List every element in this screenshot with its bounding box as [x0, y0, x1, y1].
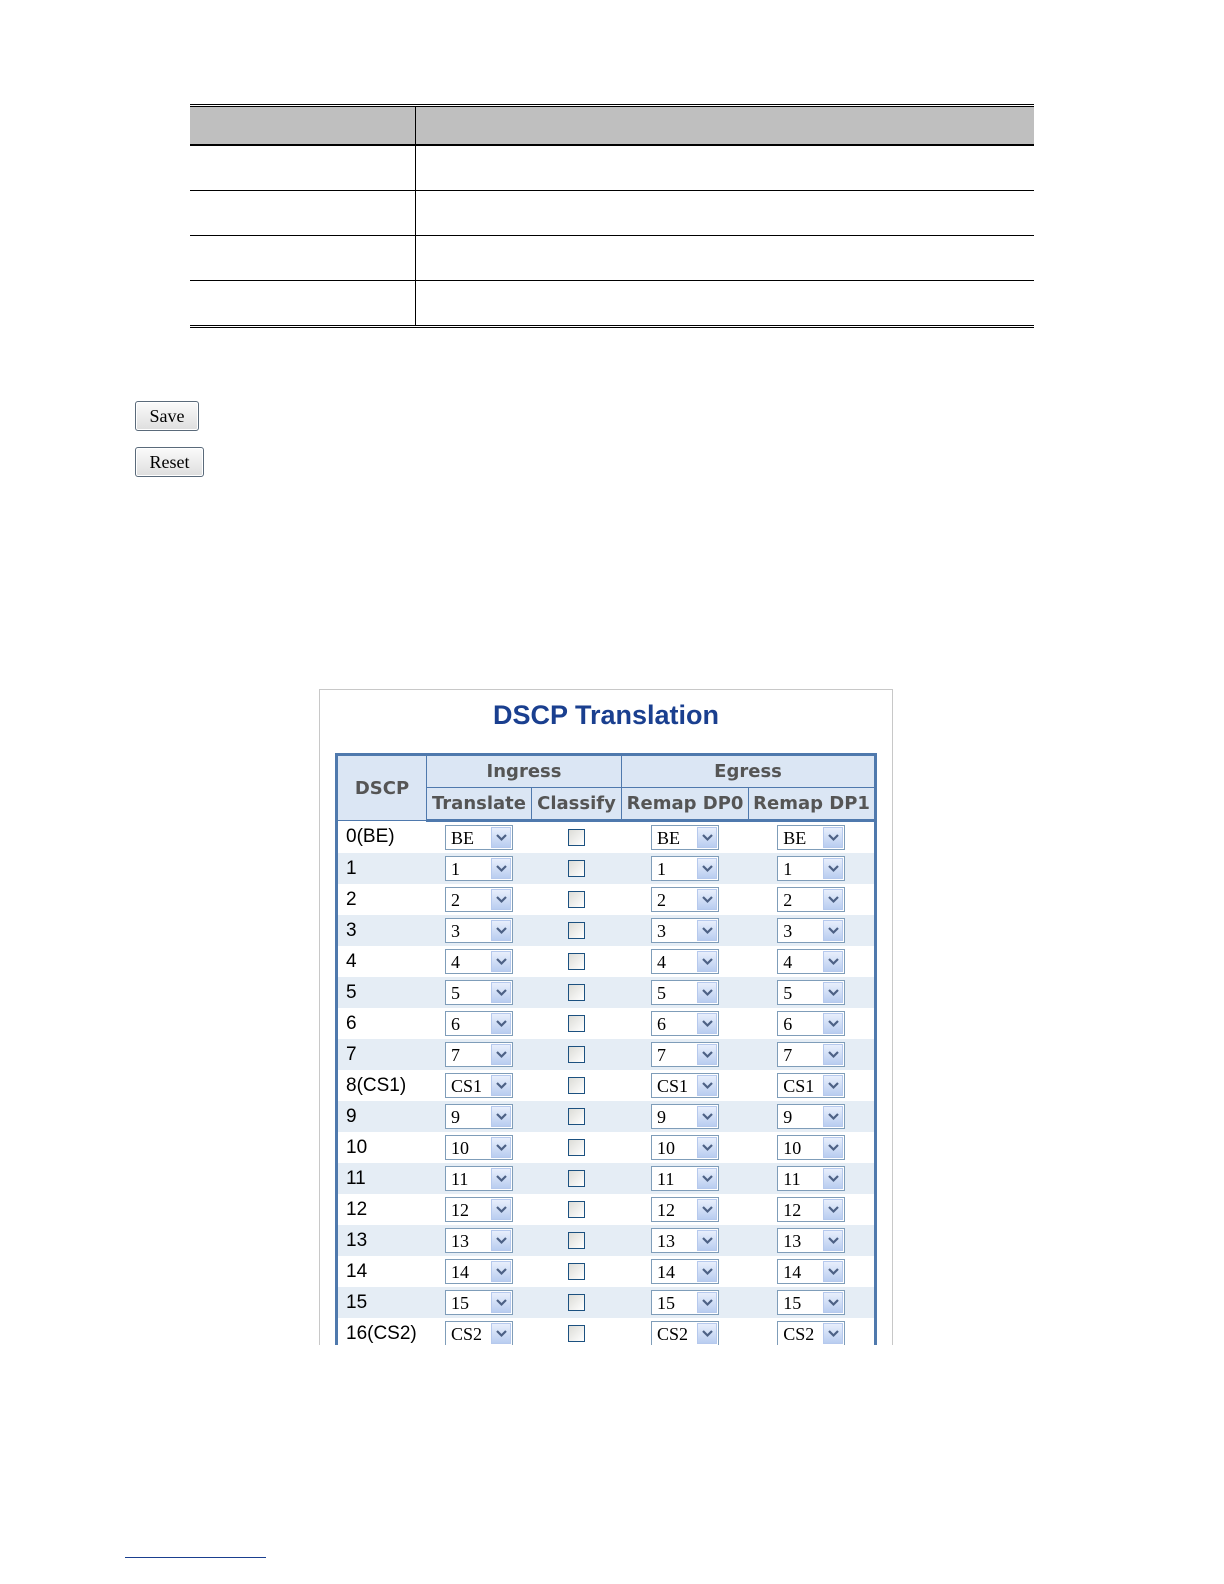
select-value: 4 [657, 952, 667, 972]
select-value: BE [451, 828, 475, 848]
dscp-value: 12 [346, 1198, 368, 1220]
chevron-down-icon[interactable] [697, 1292, 717, 1313]
chevron-down-icon[interactable] [823, 1013, 843, 1034]
translate-select[interactable] [445, 1321, 513, 1345]
select-value: 14 [657, 1262, 676, 1282]
chevron-down-icon[interactable] [697, 1230, 717, 1251]
chevron-down-icon[interactable] [697, 920, 717, 941]
select-value: 7 [657, 1045, 667, 1065]
remap-dp1-select[interactable] [777, 1197, 845, 1222]
table-row [337, 853, 876, 884]
parameter-table-header [190, 106, 1034, 146]
header-remap-dp0: Remap DP0 [622, 788, 749, 821]
chevron-down-icon[interactable] [491, 1323, 511, 1344]
chevron-down-icon[interactable] [491, 1230, 511, 1251]
remap-dp0-select[interactable] [651, 1042, 719, 1067]
dscp-translation-screenshot [319, 689, 893, 1345]
table-row [337, 1194, 876, 1225]
select-value: CS1 [451, 1076, 483, 1096]
select-value: 11 [783, 1169, 801, 1189]
chevron-down-icon[interactable] [823, 889, 843, 910]
chevron-down-icon[interactable] [823, 1168, 843, 1189]
chevron-down-icon[interactable] [823, 1044, 843, 1065]
remap-dp0-select[interactable] [651, 1166, 719, 1191]
dscp-value: 1 [337, 853, 427, 884]
header-dscp: DSCP [337, 755, 427, 821]
select-value: 12 [451, 1200, 469, 1220]
remap-dp1-select[interactable] [777, 1259, 845, 1284]
chevron-down-icon[interactable] [491, 951, 511, 972]
select-value: BE [783, 828, 807, 848]
translate-select[interactable] [445, 856, 513, 881]
translate-select[interactable] [445, 980, 513, 1005]
remap-dp1-select[interactable] [777, 1166, 845, 1191]
remap-dp1-select[interactable] [777, 1104, 845, 1129]
chevron-down-icon[interactable] [491, 1013, 511, 1034]
table-row [337, 977, 876, 1008]
translate-select[interactable] [445, 1228, 513, 1253]
remap-dp1-select[interactable] [777, 887, 845, 912]
select-value: 1 [657, 859, 667, 879]
classify-checkbox[interactable] [568, 953, 585, 970]
select-value: 2 [783, 890, 793, 910]
select-value: 9 [657, 1107, 667, 1127]
select-value: 10 [657, 1138, 676, 1158]
remap-dp0-select[interactable] [651, 918, 719, 943]
table-row [337, 1101, 876, 1132]
translate-select[interactable] [445, 1197, 513, 1222]
remap-dp0-select[interactable] [651, 1197, 719, 1222]
remap-dp0-select[interactable] [651, 1228, 719, 1253]
header-classify: Classify [532, 788, 622, 821]
table-row [337, 1318, 876, 1345]
translate-select[interactable] [445, 918, 513, 943]
chevron-down-icon[interactable] [823, 1292, 843, 1313]
chevron-down-icon[interactable] [697, 1075, 717, 1096]
chevron-down-icon[interactable] [823, 982, 843, 1003]
classify-checkbox[interactable] [568, 1201, 585, 1218]
dscp-value: 8(CS1) [346, 1074, 407, 1096]
chevron-down-icon[interactable] [823, 920, 843, 941]
parameter-row [190, 236, 1034, 281]
translate-select[interactable] [445, 949, 513, 974]
translate-select[interactable] [445, 1042, 513, 1067]
dscp-value: 3 [337, 915, 427, 946]
translate-select[interactable] [445, 825, 513, 850]
chevron-down-icon[interactable] [491, 889, 511, 910]
chevron-down-icon[interactable] [697, 1323, 717, 1344]
table-row [337, 1008, 876, 1039]
chevron-down-icon[interactable] [823, 1075, 843, 1096]
select-value: 4 [783, 952, 793, 972]
chevron-down-icon[interactable] [491, 858, 511, 879]
dscp-value: 10 [346, 1136, 368, 1158]
classify-checkbox[interactable] [568, 1108, 585, 1125]
classify-checkbox[interactable] [568, 829, 585, 846]
remap-dp0-select[interactable] [651, 949, 719, 974]
remap-dp0-select[interactable] [651, 1135, 719, 1160]
table-row [337, 1225, 876, 1256]
select-value: 6 [783, 1014, 793, 1034]
parameter-row [190, 281, 1034, 327]
header-translate: Translate [427, 788, 532, 821]
remap-dp0-select[interactable] [651, 1011, 719, 1036]
remap-dp1-select[interactable] [777, 1228, 845, 1253]
table-row [337, 1287, 876, 1318]
chevron-down-icon[interactable] [697, 982, 717, 1003]
chevron-down-icon[interactable] [491, 1137, 511, 1158]
footer-rule [125, 1557, 266, 1558]
select-value: 2 [451, 890, 460, 910]
classify-checkbox[interactable] [568, 1263, 585, 1280]
select-value: 12 [783, 1200, 802, 1220]
dscp-value: 11 [337, 1163, 427, 1194]
classify-checkbox[interactable] [568, 1139, 585, 1156]
select-value: 14 [451, 1262, 469, 1282]
translate-select[interactable] [445, 1135, 513, 1160]
select-value: BE [657, 828, 681, 848]
select-value: 9 [783, 1107, 793, 1127]
chevron-down-icon[interactable] [823, 827, 843, 848]
remap-dp1-select[interactable] [777, 1011, 845, 1036]
chevron-down-icon[interactable] [697, 951, 717, 972]
translate-select[interactable] [445, 887, 513, 912]
translate-select[interactable] [445, 1104, 513, 1129]
table-row [337, 1039, 876, 1070]
select-value: 7 [783, 1045, 793, 1065]
dscp-translation-table [335, 753, 877, 1345]
select-value: 5 [451, 983, 460, 1003]
select-value: 12 [657, 1200, 676, 1220]
dscp-value: 9 [337, 1101, 427, 1132]
remap-dp1-select[interactable] [777, 825, 845, 850]
remap-dp0-select[interactable] [651, 825, 719, 850]
select-value: 14 [783, 1262, 802, 1282]
select-value: 5 [657, 983, 667, 1003]
select-value: 3 [451, 921, 460, 941]
chevron-down-icon[interactable] [491, 920, 511, 941]
select-value: 5 [783, 983, 793, 1003]
parameter-table [190, 104, 1034, 328]
table-row [337, 821, 876, 854]
translate-select[interactable] [445, 1259, 513, 1284]
chevron-down-icon[interactable] [823, 951, 843, 972]
header-egress: Egress [622, 755, 876, 788]
chevron-down-icon[interactable] [491, 1261, 511, 1282]
remap-dp1-select[interactable] [777, 1135, 845, 1160]
chevron-down-icon[interactable] [491, 1199, 511, 1220]
parameter-header-object [190, 106, 416, 146]
select-value: 3 [657, 921, 667, 941]
select-value: 1 [451, 859, 460, 879]
select-value: CS2 [657, 1324, 689, 1344]
dscp-value: 15 [337, 1287, 427, 1318]
select-value: 9 [451, 1107, 460, 1127]
chevron-down-icon[interactable] [823, 1230, 843, 1251]
translate-select[interactable] [445, 1290, 513, 1315]
classify-checkbox[interactable] [568, 1170, 585, 1187]
select-value: CS1 [657, 1076, 689, 1096]
chevron-down-icon[interactable] [697, 1168, 717, 1189]
remap-dp0-select[interactable] [651, 1104, 719, 1129]
dscp-value: 0(BE) [346, 826, 395, 847]
remap-dp1-select[interactable] [777, 980, 845, 1005]
remap-dp1-select[interactable] [777, 1290, 845, 1315]
select-value: 6 [657, 1014, 667, 1034]
select-value: 15 [657, 1293, 676, 1313]
remap-dp0-select[interactable] [651, 980, 719, 1005]
chevron-down-icon[interactable] [697, 1013, 717, 1034]
remap-dp0-select[interactable] [651, 1073, 719, 1098]
chevron-down-icon[interactable] [491, 827, 511, 848]
select-value: 10 [451, 1138, 469, 1158]
chevron-down-icon[interactable] [823, 1199, 843, 1220]
dscp-value: 16(CS2) [346, 1322, 417, 1344]
chevron-down-icon[interactable] [823, 1323, 843, 1344]
dscp-value: 5 [337, 977, 427, 1008]
table-row [337, 1163, 876, 1194]
table-row [337, 1070, 876, 1101]
remap-dp0-select[interactable] [651, 1290, 719, 1315]
classify-checkbox[interactable] [568, 1077, 585, 1094]
parameter-row [190, 145, 1034, 191]
remap-dp0-select[interactable] [651, 1259, 719, 1284]
remap-dp1-select[interactable] [777, 1073, 845, 1098]
remap-dp1-select[interactable] [777, 856, 845, 881]
select-value: 10 [783, 1138, 802, 1158]
table-row [337, 915, 876, 946]
select-value: CS1 [783, 1076, 815, 1096]
select-value: 7 [451, 1045, 460, 1065]
chevron-down-icon[interactable] [697, 858, 717, 879]
select-value: 13 [657, 1231, 676, 1251]
select-value: 11 [451, 1169, 469, 1189]
remap-dp0-select[interactable] [651, 856, 719, 881]
dscp-value: 14 [346, 1260, 368, 1282]
chevron-down-icon[interactable] [697, 1261, 717, 1282]
remap-dp1-select[interactable] [777, 949, 845, 974]
chevron-down-icon[interactable] [823, 1137, 843, 1158]
classify-checkbox[interactable] [568, 1232, 585, 1249]
table-row [337, 946, 876, 977]
select-value: 11 [657, 1169, 675, 1189]
select-value: CS2 [451, 1324, 483, 1344]
remap-dp1-select[interactable] [777, 1321, 845, 1345]
table-row [337, 1132, 876, 1163]
dscp-value: 7 [337, 1039, 427, 1070]
chevron-down-icon[interactable] [491, 1106, 511, 1127]
parameter-row [190, 191, 1034, 236]
chevron-down-icon[interactable] [491, 1044, 511, 1065]
dscp-value: 4 [346, 950, 357, 972]
chevron-down-icon[interactable] [697, 1044, 717, 1065]
select-value: 13 [783, 1231, 802, 1251]
chevron-down-icon[interactable] [697, 1137, 717, 1158]
table-row [337, 1256, 876, 1287]
remap-dp1-select[interactable] [777, 918, 845, 943]
select-value: 15 [783, 1293, 802, 1313]
dscp-value: 2 [346, 888, 357, 910]
reset-button[interactable]: Reset [135, 447, 204, 477]
chevron-down-icon[interactable] [697, 827, 717, 848]
chevron-down-icon[interactable] [823, 858, 843, 879]
chevron-down-icon[interactable] [697, 1106, 717, 1127]
select-value: 15 [451, 1293, 469, 1313]
save-button[interactable]: Save [135, 401, 199, 431]
chevron-down-icon[interactable] [697, 889, 717, 910]
select-value: 4 [451, 952, 460, 972]
chevron-down-icon[interactable] [697, 1199, 717, 1220]
chevron-down-icon[interactable] [823, 1261, 843, 1282]
select-value: CS2 [783, 1324, 815, 1344]
classify-checkbox[interactable] [568, 1015, 585, 1032]
classify-checkbox[interactable] [568, 1294, 585, 1311]
select-value: 2 [657, 890, 667, 910]
select-value: 3 [783, 921, 793, 941]
header-ingress: Ingress [427, 755, 622, 788]
translate-select[interactable] [445, 1166, 513, 1191]
dscp-value: 6 [346, 1012, 357, 1034]
classify-checkbox[interactable] [568, 1046, 585, 1063]
classify-checkbox[interactable] [568, 922, 585, 939]
chevron-down-icon[interactable] [491, 1292, 511, 1313]
classify-checkbox[interactable] [568, 860, 585, 877]
classify-checkbox[interactable] [568, 1325, 585, 1342]
classify-checkbox[interactable] [568, 984, 585, 1001]
remap-dp0-select[interactable] [651, 1321, 719, 1345]
chevron-down-icon[interactable] [491, 1075, 511, 1096]
select-value: 6 [451, 1014, 460, 1034]
parameter-header-description [416, 106, 1035, 146]
translate-select[interactable] [445, 1011, 513, 1036]
chevron-down-icon[interactable] [491, 1168, 511, 1189]
header-remap-dp1: Remap DP1 [749, 788, 876, 821]
remap-dp0-select[interactable] [651, 887, 719, 912]
remap-dp1-select[interactable] [777, 1042, 845, 1067]
translate-select[interactable] [445, 1073, 513, 1098]
dscp-value: 13 [337, 1225, 427, 1256]
classify-checkbox[interactable] [568, 891, 585, 908]
select-value: 1 [783, 859, 793, 879]
chevron-down-icon[interactable] [491, 982, 511, 1003]
page-title: DSCP Translation [492, 700, 720, 730]
chevron-down-icon[interactable] [823, 1106, 843, 1127]
select-value: 13 [451, 1231, 469, 1251]
table-row [337, 884, 876, 915]
